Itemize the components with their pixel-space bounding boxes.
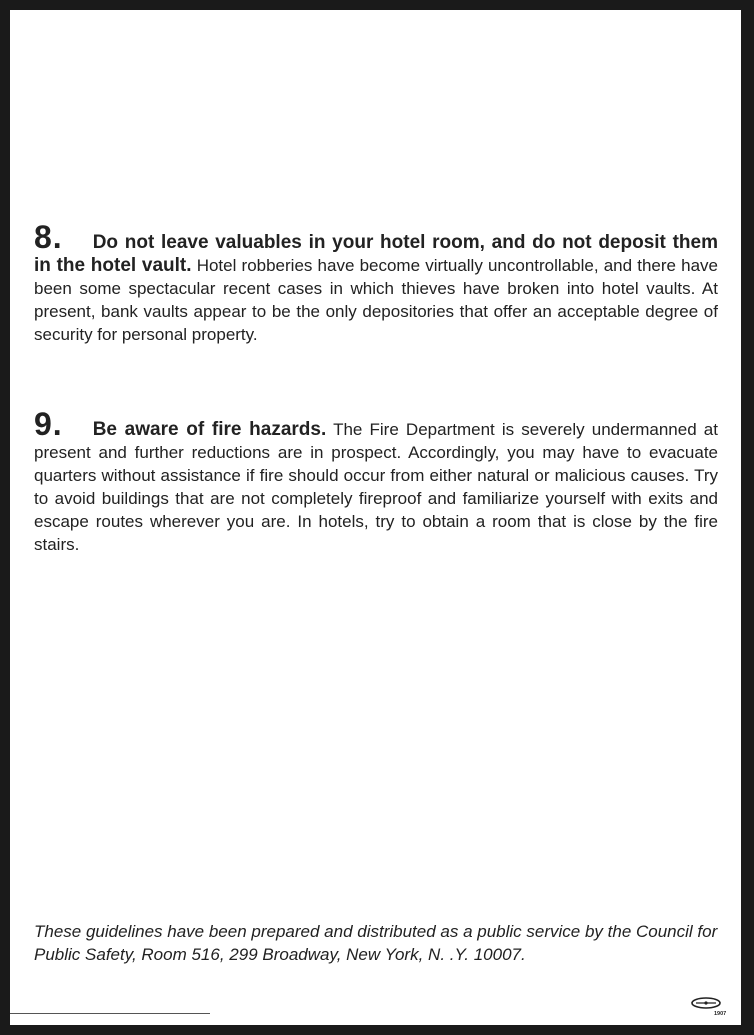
- guideline-heading: Be aware of fire hazards.: [92, 419, 327, 440]
- union-label-code: 1907: [714, 1011, 727, 1017]
- guideline-9: [34, 406, 718, 556]
- guideline-body: The Fire Department is severely undermanned at present and further reductions are in prospect. Accordingly, you may have to evacuate quarters without assistance if fire should occur from either natural or malicious causes. Try to avoid buildings that are not completely fireproof and familiarize yourself with exits and escape routes wherever you are. In hotels, try to obtain a room that is close by the fire stairs.: [34, 420, 718, 554]
- document-page: [10, 10, 741, 1025]
- bottom-rule: [10, 1013, 210, 1014]
- guideline-number: 8.: [34, 219, 63, 255]
- union-label-icon: [690, 996, 727, 1018]
- guideline-8: [34, 219, 718, 346]
- guideline-number: 9.: [34, 406, 63, 442]
- footer-note: These guidelines have been prepared and distributed as a public service by the Council for Public Safety, Room 516, 299 Broadway, New York, N. .Y. 10007.: [34, 922, 718, 964]
- guideline-body: Hotel robberies have become virtually uncontrollable, and there have been some spectacular recent cases in which thieves have broken into hotel vaults. At present, bank vaults appear to be the only depositories that offer an acceptable degree of security for personal property.: [34, 256, 718, 344]
- guideline-heading: Do not leave valuables in your hotel room, and do not deposit them in the hotel vault.: [34, 232, 718, 276]
